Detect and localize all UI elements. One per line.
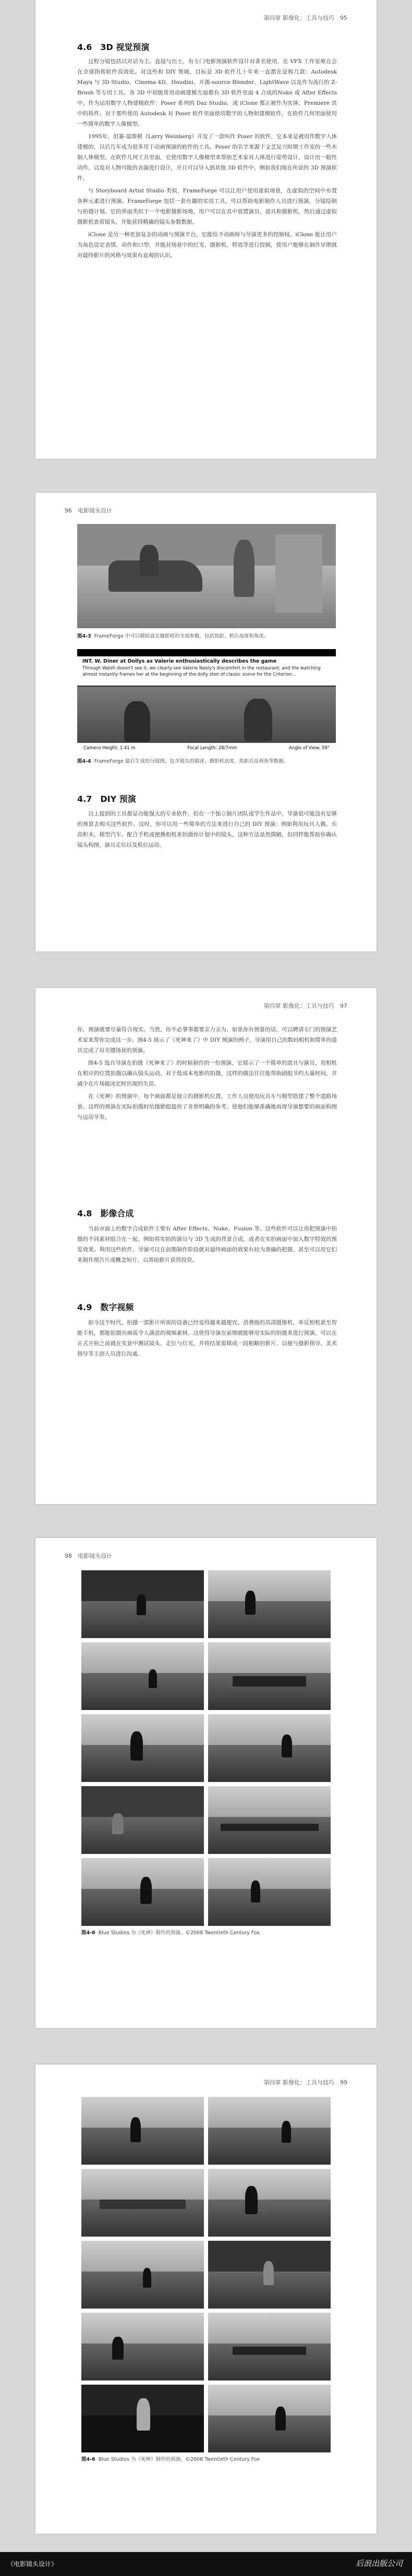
figure-caption (81, 2456, 340, 2463)
section-heading-4-6: 4.6 3D 视觉预演 (77, 42, 150, 52)
running-head: 第四章 影像化：工具与技巧 95 (263, 15, 347, 21)
page-99 (35, 2065, 377, 2534)
figure-caption (77, 758, 336, 765)
storyboard-description: Through Walsh doesn't see it, we clearly see Valerie Neely's discomfort in the restaurant, and the watching almost instantly frames her at the beginning of the dolly shot of classic scene for the Criterion... (82, 666, 321, 677)
paragraph: 与 Storyboard Artist Studio 类似，FrameForge 可以让用户使用虚拟场景，在虚拟的空间中布置各种元素进行预演。FrameForge 包括一套有趣的实用工具，可以帮助电影制作人员进行预演、分镜绘制与拍摄计划。它的界面类似于一个电影摄影场地，用户可以在其中放置演员、道具和摄影机，然后通过虚拟摄影机查看镜头，并能获得精确的镜头参数数据。 (77, 188, 337, 225)
previs-frame (81, 1642, 204, 1710)
figure-frameforge-storyboard (77, 649, 336, 753)
previs-frame (81, 2313, 204, 2380)
previs-frame (81, 1570, 204, 1638)
figure-caption (77, 632, 336, 640)
previs-frame (81, 2097, 204, 2165)
paragraph: 当前市面上的数字合成软件主要有 After Effects、Nuke、Fusion 等。这些软件可以让你把预演中拍摄的不同素材组合在一起，例如将实拍的演员与 3D 生成的背景合成，或者在实拍画面中加入数字特效的预览效果。利用这些软件，导演可以在前期制作阶段就对最终画面的效果有较为准确的把握，甚至可以用它们来制作预告片或概念短片，以帮助影片获得投资。 (77, 1226, 337, 1263)
previs-frame-grid (81, 1570, 331, 1926)
previs-frame-grid (81, 2097, 331, 2452)
page-96 (35, 493, 377, 951)
figure-number: 图4-6 (81, 1930, 95, 1936)
camera-data-strip (77, 743, 336, 753)
previs-frame (81, 2385, 204, 2452)
paragraph: 图4-5 选自导演在拍摄《死神来了》的时候制作的一份预演，它展示了一个简单的道具与演员，用相机在相应的位置拍摄以确认镜头运动，对于低成本电影的拍摄，这样的做法往往能帮助剧组节约大量时间，并减少在片场做决定时出现的失误。 (77, 1060, 337, 1087)
previs-frame (208, 2241, 331, 2309)
caption-text: Blue Studios 为《死神》制作的预演。©2008 Twentieth Century Fox (98, 2457, 260, 2462)
previs-frame (208, 1858, 331, 1926)
body-text (77, 1224, 337, 1267)
running-head: 96 电影镜头设计 (65, 507, 112, 514)
previs-frame (81, 2241, 204, 2309)
figure-caption (81, 1929, 340, 1937)
paragraph: 在《死神》的预演中，每个画面都是独立的摄影机位置，工作人员使用玩具车与模型搭建了整个道路场景。这样的预演在实际拍摄时给摄影组提供了非常明确的参考，使他们能够准确地再现导演想要的画面构图与运动节奏。 (77, 1093, 337, 1120)
previs-frame (81, 1786, 204, 1854)
angle-of-view: Angle of View: 58° (288, 746, 330, 751)
publisher-logo: 后浪出版公司 (355, 2559, 403, 2568)
running-head: 第四章 影像化：工具与技巧 97 (263, 1003, 347, 1009)
section-heading-4-9: 4.9 数字视频 (77, 1302, 134, 1312)
body-text (77, 809, 337, 852)
previs-frame (208, 1714, 331, 1782)
section-heading-4-7: 4.7 DIY 预演 (77, 794, 136, 804)
previs-frame (208, 2169, 331, 2237)
camera-height: Camera Height: 1.41 m (83, 746, 136, 751)
page-98 (35, 1538, 377, 2028)
previs-frame (81, 1858, 204, 1926)
figure-number: 图4-3 (77, 633, 91, 639)
paragraph: 1995年，但赛-温斯顿（Larry Weinberg）开发了一款叫作 Poser 的软件，它本来是被用作数字人体建模的，以后几年成为很多用于动画预演的软件的工具。Poser 的名字来源于文艺复兴时期工作室的一些木制人体模型。在软件几何工具里面，它使用数字人像模型来帮助艺术家对人体进行姿势设计，设计出一般性动作，以及对人物可能的表演进行设计，并且可以导入到其他 3D 软件中，例如我们现在所说的 3D 预演软件。 (77, 133, 337, 181)
focal-length: Focal Length: 28/7mm (187, 746, 237, 751)
previs-frame (208, 2313, 331, 2380)
caption-text: FrameForge 最后生成的分镜图，包含镜头的描述、摄影机高度、焦距以及视角等数据。 (94, 759, 289, 764)
page-97 (35, 988, 377, 1504)
previs-frame (208, 2385, 331, 2452)
paragraph: 你，预演就要尽量符合现实。当然，你不必事事都要亲力亲为，如果你有预算的话，可以聘请专门的预演艺术家来帮你完成这一步。图4-5 展示了《死神来了》中 DIY 预演的例子，导演用自己的数码相机和简单的道具完成了对关键场景的预演。 (77, 1027, 337, 1054)
paragraph: 以上提到的工具都是功能强大的专业软件，但在一个独立制片团队或学生作品中，导演很可能没有足够的预算去购买这些软件。这时，你可以用一些简单的方法来进行自己的 DIY 预演：例如利用玩具人偶、乐高积木、模型汽车，配合手机或便携相机来拍摄你计划中的镜头，这种方法虽然简陋，但同样能帮助你确认镜头构图、演员走位以及机位运动。 (77, 811, 337, 848)
footer-bar (0, 2552, 412, 2576)
caption-text: FrameForge 中可以模拟真实摄影机的全部参数，包括焦距、机位高度和角度。 (94, 633, 269, 639)
book-title: 《电影镜头设计》 (7, 2560, 58, 2568)
figure-number: 图4-4 (77, 759, 91, 764)
section-heading-4-8: 4.8 影像合成 (77, 1208, 134, 1218)
body-text (77, 56, 337, 263)
caption-text: Blue Studios 为《死神》制作的预演。©2008 Twentieth Century Fox (98, 1930, 260, 1936)
figure-frameforge-3d-view (77, 524, 336, 628)
running-head: 98 电影镜头设计 (65, 1553, 112, 1559)
page-95 (35, 0, 377, 459)
storyboard-title: INT. W. Diner at Dollys as Valerie enthusiastically describes the game (77, 649, 336, 664)
previs-frame (208, 1786, 331, 1854)
paragraph: iClone 是另一种更加复杂的动画与预演平台，它能给予动画师与导演更多的控制权。iClone 能让用户为角色设定表情、动作和口型，并能对场景中的灯光、摄影机、特效等进行控制，使用户能够在制作早期就对最终影片的风格与效果有直观的认识。 (77, 231, 337, 259)
previs-frame (208, 1642, 331, 1710)
body-text (77, 1024, 337, 1125)
paragraph: 如今这个时代，拍摄一部影片所需的设备已经变得越来越便宜。消费级的高清摄像机、单反相机甚至智能手机，都能拍摄出画质令人满意的视频素材。这使得导演在前期就能够用实际的拍摄来进行预演，可以在正式开拍之前就在实景中测试镜头、走位与灯光，并将结果剪辑成一段粗略的影片，以便与摄影指导、美术指导等主创人员进行沟通。 (77, 1320, 337, 1357)
body-text (77, 1317, 337, 1361)
running-head: 第四章 影像化：工具与技巧 99 (263, 2079, 347, 2086)
previs-frame (81, 2169, 204, 2237)
previs-frame (81, 1714, 204, 1782)
storyboard-header (77, 649, 336, 687)
previs-frame (208, 1570, 331, 1638)
previs-frame (208, 2097, 331, 2165)
paragraph: 过程分镜包括以对话为主。直接与出土，有专门电影预演软件设计对著名使用，在 VFX 工作室堆在会在全球指挥软件高效化。对这些和 DIY 领域，目标是 3D 软件几十年来一直都在是称几款：Autodesk Maya 与 3D Studio、Cinema 4D、Houdini、开源-source Blender、LightWave 以及作为流行的 Z-Brush 等专用工具。各 3D 中初级常用动画建模方面都有 3D 软件里面 4 合成的Nuke 或 After Effects 中。作为运用数字人物建模软件：Poser 系列的 Daz Studio，或 iClone 都正被作为实体，Premiere 其中的拆件。对于那些使用 Autodesk 对 Poser 软件里面使用数字的人物和建模软件，在软件几何里面使用一些简单的数字人像模型。 (77, 58, 337, 127)
figure-number: 图4-6 (81, 2457, 95, 2462)
